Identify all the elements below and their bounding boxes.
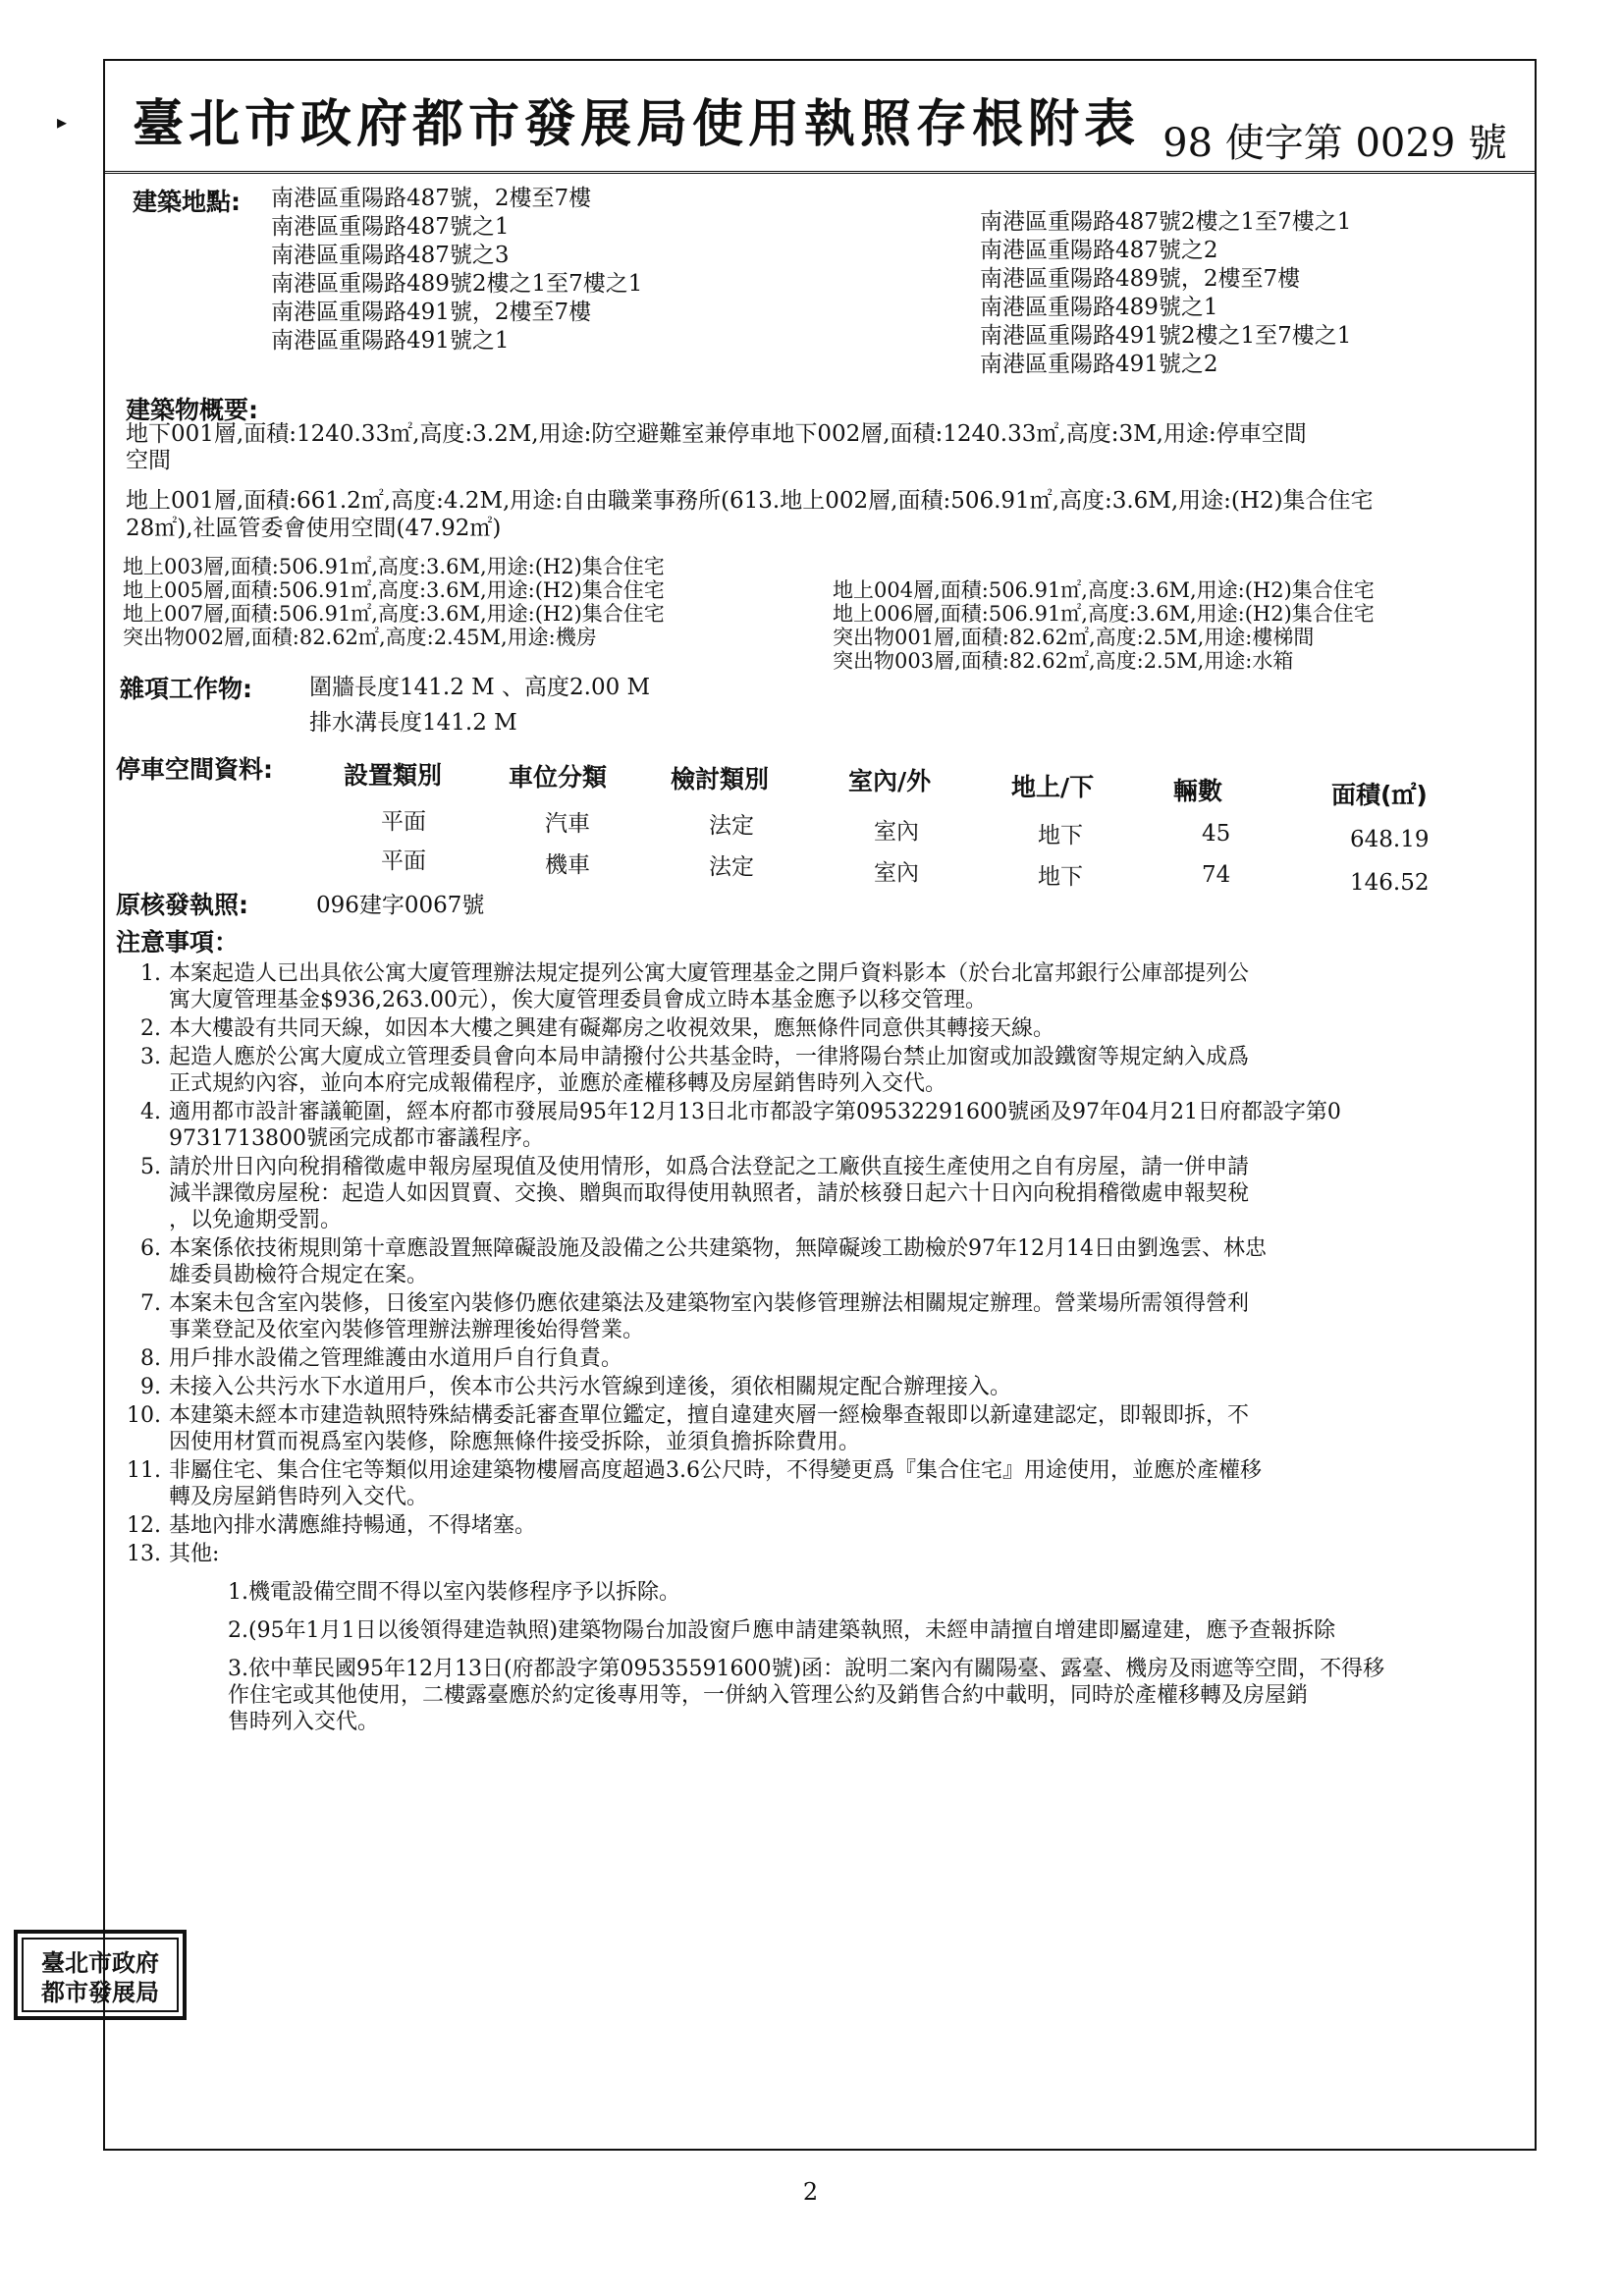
note-item <box>118 1457 1532 1510</box>
note-item <box>118 960 1532 1013</box>
parking-cell: 機車 <box>545 852 590 878</box>
original-permit-value: 096建字0067號 <box>316 893 485 918</box>
note-item <box>118 1541 1532 1567</box>
parking-header-vehicle: 車位分類 <box>509 763 608 792</box>
note-number: 13. <box>127 1542 161 1566</box>
parking-header-level: 地上/下 <box>1011 773 1095 801</box>
note-item <box>118 1402 1532 1455</box>
address-list-right <box>980 208 1351 379</box>
misc-works-label: 雜項工作物: <box>120 675 252 703</box>
parking-cell: 汽車 <box>545 811 590 837</box>
note-text: 用戶排水設備之管理維護由水道用戶自行負責。 <box>169 1346 623 1371</box>
parking-header-area: 面積(㎡) <box>1331 781 1428 809</box>
overview-floors-right <box>833 577 1375 672</box>
note-item <box>118 1154 1532 1233</box>
parking-header-review: 檢討類別 <box>671 765 770 793</box>
address-line: 南港區重陽路489號，2樓至7樓 <box>980 266 1301 292</box>
overview-label: 建築物概要: <box>126 396 258 424</box>
overview-floor1-line1: 地上001層,面積:661.2㎡,高度:4.2M,用途:自由職業事務所(613.地上002層,面積:506.91㎡,高度:3.6M,用途:(H2)集合住宅 <box>126 488 1374 514</box>
floor-line: 地上006層,面積:506.91㎡,高度:3.6M,用途:(H2)集合住宅 <box>833 602 1375 626</box>
notes-list <box>118 960 1532 1747</box>
overview-basement-line2: 空間 <box>126 448 171 473</box>
address-line: 南港區重陽路487號之1 <box>271 214 510 240</box>
note-number: 4. <box>140 1100 161 1124</box>
overview-floors-left <box>123 554 665 648</box>
parking-cell: 室內 <box>874 819 919 845</box>
misc-works-item: 排水溝長度141.2 M <box>309 710 517 736</box>
parking-cell: 平面 <box>381 848 426 874</box>
official-seal <box>14 1930 187 2020</box>
note-item <box>118 1374 1532 1400</box>
note-text: 請於卅日內向稅捐稽徵處申報房屋現值及使用情形，如爲合法登記之工廠供直接生產使用之自有房屋，請一併申請 減半課徵房屋稅：起造人如因買賣、交換、贈與而取得使用執照者，請於核發日起六十日內向稅捐稽徵處申報契稅 ，以免逾期受罰。 <box>169 1155 1250 1232</box>
floor-line: 地上005層,面積:506.91㎡,高度:3.6M,用途:(H2)集合住宅 <box>123 578 665 602</box>
address-line: 南港區重陽路487號之3 <box>271 243 510 268</box>
address-line: 南港區重陽路487號2樓之1至7樓之1 <box>980 209 1352 235</box>
note-text: 適用都市設計審議範圍，經本府都市發展局95年12月13日北市都設字第09532291600號函及97年04月21日府都設字第0 9731713800號函完成都市審議程序。 <box>169 1100 1341 1151</box>
parking-cell: 法定 <box>709 854 754 880</box>
note-text: 本案未包含室內裝修，日後室內裝修仍應依建築法及建築物室內裝修管理辦法相關規定辦理。營業場所需領得營利 事業登記及依室內裝修管理辦法辦理後始得營業。 <box>169 1291 1250 1342</box>
note-subitem: 2.(95年1月1日以後領得建造執照)建築物陽台加設窗戶應申請建築執照，未經申請擅自增建即屬違建，應予查報拆除 <box>228 1618 1336 1643</box>
floor-line: 突出物003層,面積:82.62㎡,高度:2.5M,用途:水箱 <box>833 649 1294 673</box>
note-text: 未接入公共污水下水道用戶，俟本市公共污水管線到達後，須依相關規定配合辦理接入。 <box>169 1375 1012 1399</box>
parking-header-count: 輛數 <box>1173 777 1223 805</box>
permit-number: 98 使字第 0029 號 <box>1162 121 1507 166</box>
address-list-left <box>271 185 642 355</box>
seal-text-line1: 臺北市政府 <box>41 1948 159 1977</box>
parking-header-indoor: 室內/外 <box>848 767 932 795</box>
margin-mark: ▸ <box>57 110 68 134</box>
parking-cell: 平面 <box>381 809 426 835</box>
note-item <box>118 1044 1532 1097</box>
note-item <box>118 1099 1532 1152</box>
overview-floor1-line2: 28㎡),社區管委會使用空間(47.92㎡) <box>126 516 502 541</box>
document-header <box>105 61 1535 174</box>
address-label: 建築地點: <box>133 188 241 216</box>
parking-cell: 室內 <box>874 860 919 886</box>
note-text: 非屬住宅、集合住宅等類似用途建築物樓層高度超過3.6公尺時，不得變更爲『集合住宅』用途使用，並應於產權移 轉及房屋銷售時列入交代。 <box>169 1458 1262 1509</box>
notes-label: 注意事項： <box>116 928 240 957</box>
parking-cell: 45 <box>1202 821 1231 847</box>
address-line: 南港區重陽路491號之2 <box>980 352 1218 377</box>
note-text: 起造人應於公寓大廈成立管理委員會向本局申請撥付公共基金時，一律將陽台禁止加窗或加設鐵窗等規定納入成爲 正式規約內容，並向本府完成報備程序，並應於產權移轉及房屋銷售時列入交代。 <box>169 1045 1250 1096</box>
address-line: 南港區重陽路487號之2 <box>980 238 1218 263</box>
note-text: 基地內排水溝應維持暢通，不得堵塞。 <box>169 1513 537 1538</box>
floor-line: 突出物002層,面積:82.62㎡,高度:2.45M,用途:機房 <box>123 626 597 649</box>
address-line: 南港區重陽路489號2樓之1至7樓之1 <box>271 271 643 297</box>
note-item <box>118 1015 1532 1042</box>
note-text: 本案起造人已出具依公寓大廈管理辦法規定提列公寓大廈管理基金之開戶資料影本（於台北富邦銀行公庫部提列公 寓大廈管理基金$936,263.00元），俟大廈管理委員會成立時本基金應予以移交管理。 <box>169 961 1250 1012</box>
note-subitem: 1.機電設備空間不得以室內裝修程序予以拆除。 <box>228 1580 680 1605</box>
note-number: 8. <box>140 1346 161 1371</box>
note-text: 本建築未經本市建造執照特殊結構委託審查單位鑑定，擅自違建夾層一經檢舉查報即以新違建認定，即報即拆，不 因使用材質而視爲室內裝修，除應無條件接受拆除，並須負擔拆除費用。 <box>169 1403 1250 1454</box>
misc-works-item: 圍牆長度141.2 M 、高度2.00 M <box>309 675 651 700</box>
note-text: 本案係依技術規則第十章應設置無障礙設施及設備之公共建築物，無障礙竣工勘檢於97年12月14日由劉逸雲、林忠 雄委員勘檢符合規定在案。 <box>169 1236 1267 1287</box>
note-number: 10. <box>127 1403 161 1428</box>
note-item <box>118 1235 1532 1288</box>
parking-label: 停車空間資料: <box>116 755 273 784</box>
floor-line: 地上003層,面積:506.91㎡,高度:3.6M,用途:(H2)集合住宅 <box>123 555 665 578</box>
note-number: 6. <box>140 1236 161 1261</box>
floor-line: 地上004層,面積:506.91㎡,高度:3.6M,用途:(H2)集合住宅 <box>833 578 1375 602</box>
note-number: 7. <box>140 1291 161 1316</box>
note-subitem: 3.依中華民國95年12月13日(府都設字第09535591600號)函：說明二案內有關陽臺、露臺、機房及雨遮等空間，不得移 作住宅或其他使用，二樓露臺應於約定後專用等，一併納入管理公約及銷售合約中載明，同時於產權移轉及房屋銷 售時列入交代。 <box>228 1657 1385 1734</box>
note-number: 3. <box>140 1045 161 1069</box>
original-permit-label: 原核發執照: <box>116 891 248 919</box>
address-line: 南港區重陽路487號，2樓至7樓 <box>271 186 592 211</box>
note-number: 2. <box>140 1016 161 1041</box>
parking-cell: 74 <box>1202 862 1231 888</box>
page-number: 2 <box>802 2178 819 2206</box>
note-number: 9. <box>140 1375 161 1399</box>
seal-text-line2: 都市發展局 <box>41 1978 159 2006</box>
overview-basement-line1: 地下001層,面積:1240.33㎡,高度:3.2M,用途:防空避難室兼停車地下002層,面積:1240.33㎡,高度:3M,用途:停車空間 <box>126 421 1307 447</box>
address-line: 南港區重陽路491號2樓之1至7樓之1 <box>980 323 1352 349</box>
note-number: 5. <box>140 1155 161 1179</box>
note-item <box>118 1512 1532 1539</box>
parking-header-type: 設置類別 <box>344 761 443 790</box>
parking-cell: 146.52 <box>1350 870 1430 896</box>
note-number: 12. <box>127 1513 161 1538</box>
address-line: 南港區重陽路489號之1 <box>980 295 1218 320</box>
note-text: 本大樓設有共同天線，如因本大樓之興建有礙鄰房之收視效果，應無條件同意供其轉接天線。 <box>169 1016 1055 1041</box>
note-item <box>118 1345 1532 1372</box>
parking-cell: 地下 <box>1038 864 1083 890</box>
note-item <box>118 1290 1532 1343</box>
document-title: 臺北市政府都市發展局使用執照存根附表 <box>133 94 1141 154</box>
parking-cell: 648.19 <box>1350 827 1430 852</box>
parking-cell: 法定 <box>709 813 754 839</box>
parking-cell: 地下 <box>1038 823 1083 848</box>
note-number: 1. <box>140 961 161 986</box>
note-number: 11. <box>127 1458 161 1483</box>
address-line: 南港區重陽路491號，2樓至7樓 <box>271 300 592 325</box>
floor-line: 突出物001層,面積:82.62㎡,高度:2.5M,用途:樓梯間 <box>833 626 1315 649</box>
address-line: 南港區重陽路491號之1 <box>271 328 510 354</box>
floor-line: 地上007層,面積:506.91㎡,高度:3.6M,用途:(H2)集合住宅 <box>123 602 665 626</box>
note-text: 其他: <box>169 1542 220 1566</box>
